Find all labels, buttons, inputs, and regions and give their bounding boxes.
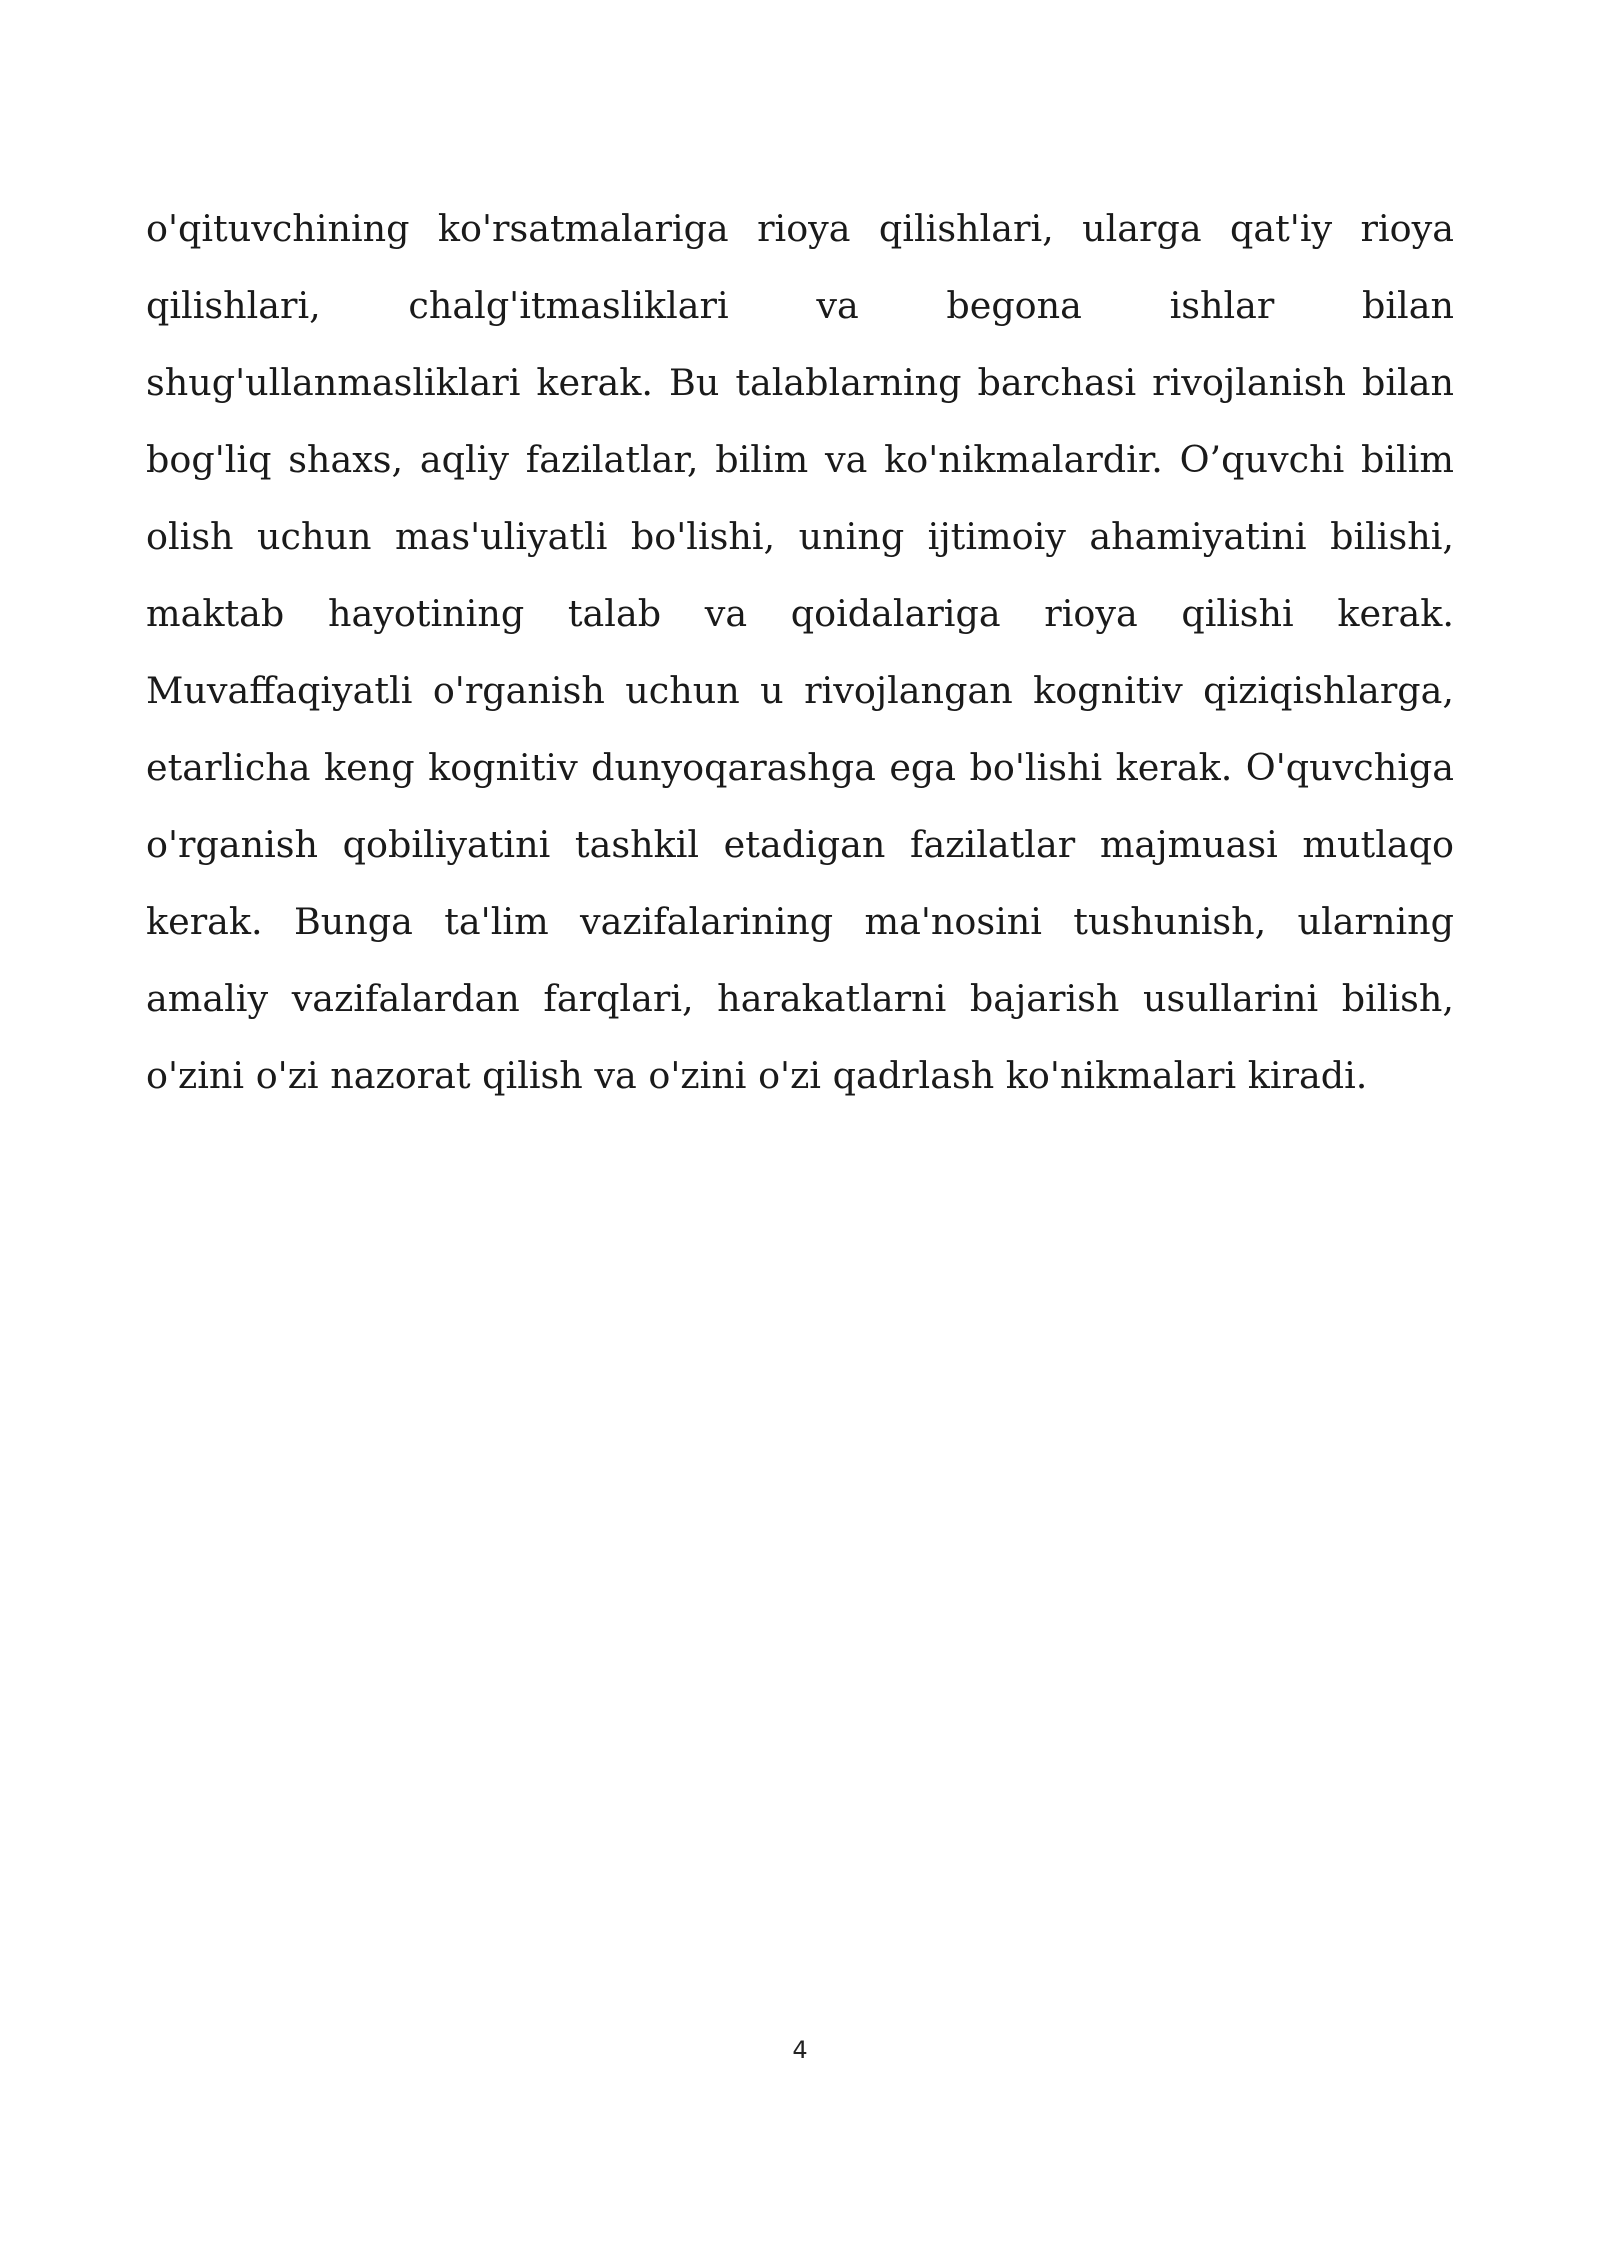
body-paragraph: o'qituvchining ko'rsatmalariga rioya qilishlari, ularga qat'iy rioya qilishlari, chalg'itmasliklari va begona ishlar bilan shug'ullanmasliklari kerak. Bu talablarning barchasi rivojlanish bilan bog'liq shaxs, aqliy fazilatlar, bilim va ko'nikmalardir. O’quvchi bilim olish uchun mas'uliyatli bo'lishi, uning ijtimoiy ahamiyatini bilishi, maktab hayotining talab va qoidalariga rioya qilishi kerak. Muvaffaqiyatli o'rganish uchun u rivojlangan kognitiv qiziqishlarga, etarlicha keng kognitiv dunyoqarashga ega bo'lishi kerak. O'quvchiga o'rganish qobiliyatini tashkil etadigan fazilatlar majmuasi mutlaqo kerak. Bunga ta'lim vazifalarining ma'nosini tushunish, ularning amaliy vazifalardan farqlari, harakatlarni bajarish usullarini bilish, o'zini o'zi nazorat qilish va o'zini o'zi qadrlash ko'nikmalari kiradi. xyxy=(146,207,1454,1097)
page-number: 4 xyxy=(792,2036,808,2064)
